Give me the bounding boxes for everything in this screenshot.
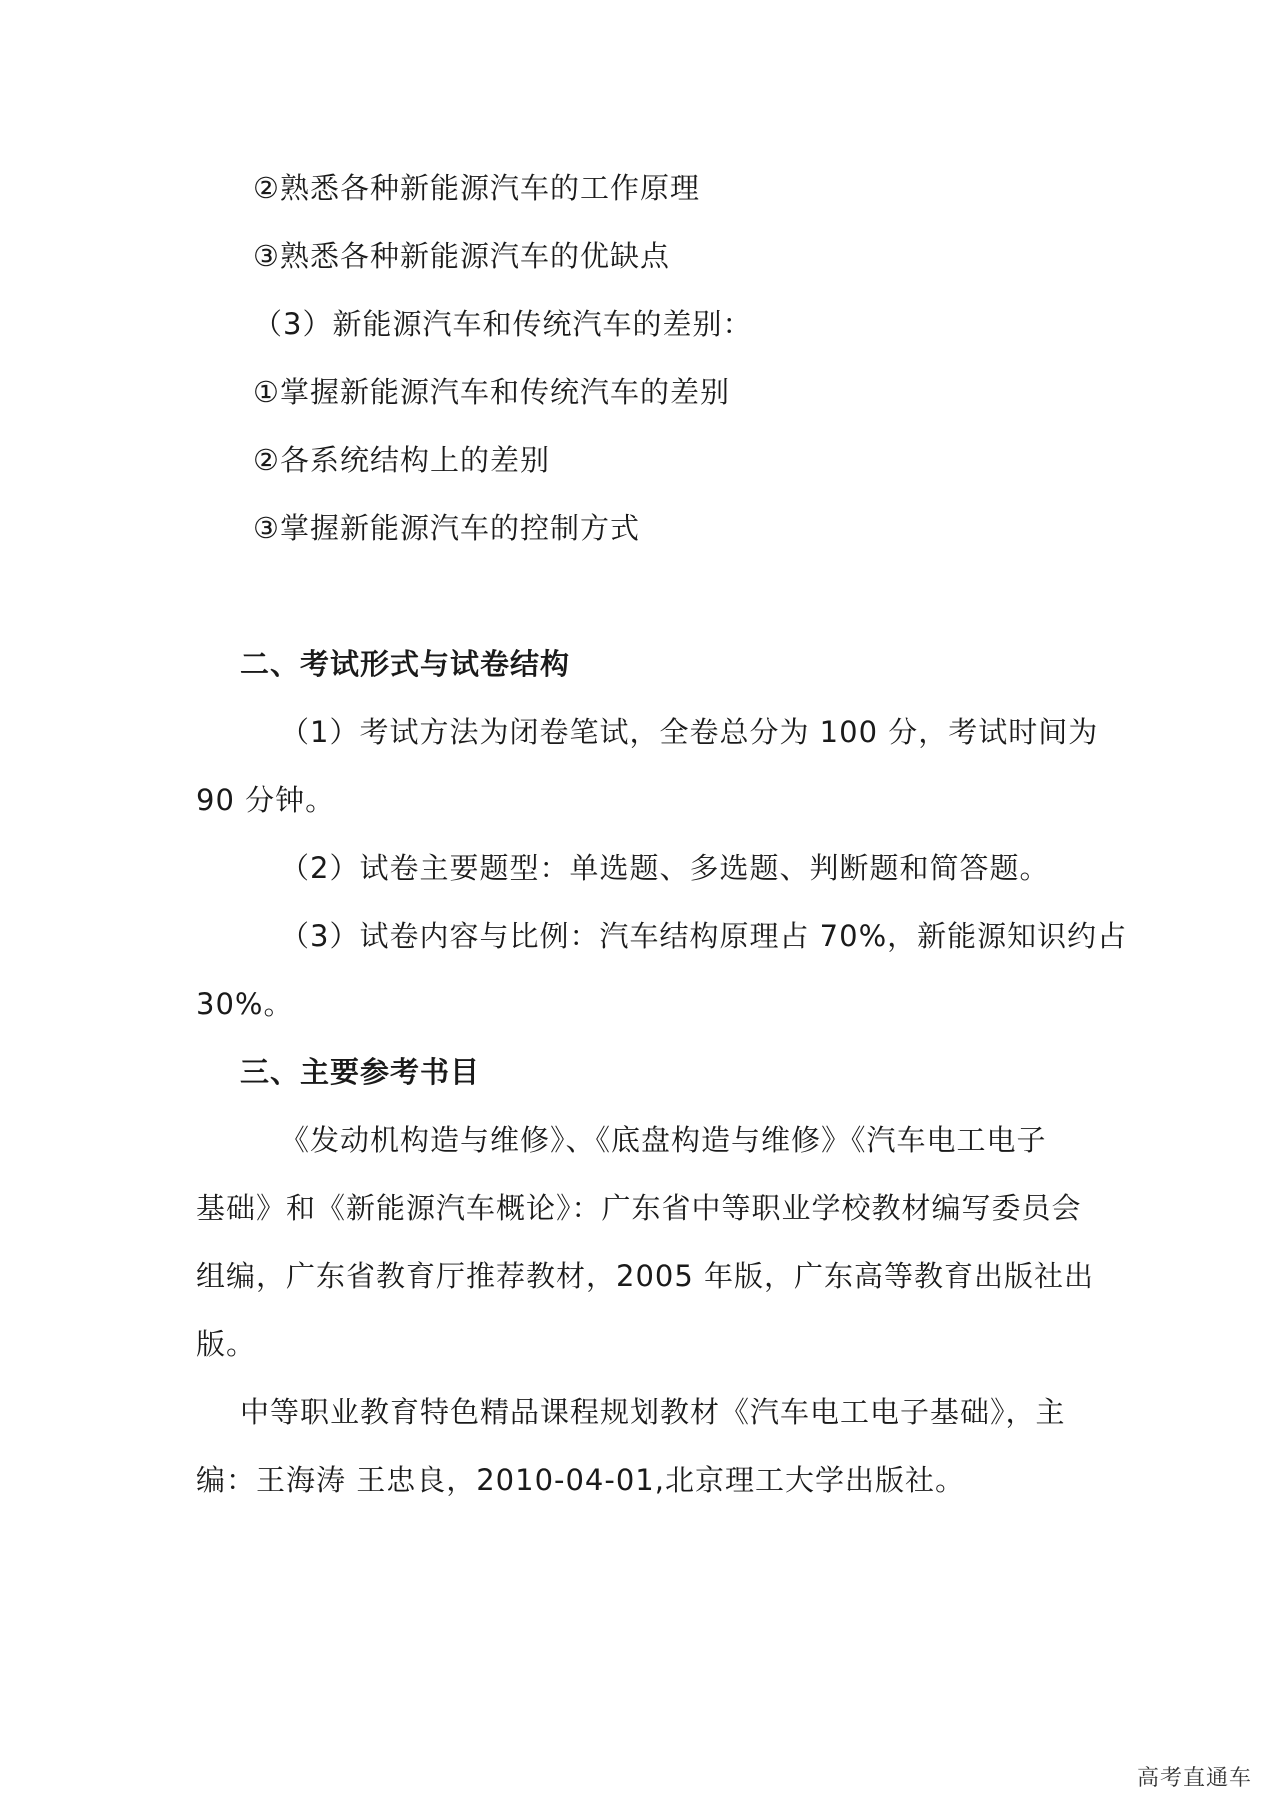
list-item-master-differences: ①掌握新能源汽车和传统汽车的差别 [253, 375, 730, 409]
reference1-line3: 组编，广东省教育厅推荐教材，2005 年版，广东高等教育出版社出 [196, 1259, 1095, 1293]
question-types: （2）试卷主要题型：单选题、多选题、判断题和简答题。 [280, 851, 1050, 885]
list-item-working-principle: ②熟悉各种新能源汽车的工作原理 [253, 171, 700, 205]
reference2-line2: 编：王海涛 王忠良，2010-04-01,北京理工大学出版社。 [196, 1463, 965, 1497]
list-item-control-method: ③掌握新能源汽车的控制方式 [253, 511, 640, 545]
reference1-line1: 《发动机构造与维修》、《底盘构造与维修》《汽车电工电子 [280, 1123, 1047, 1157]
reference1-line2: 基础》和《新能源汽车概论》：广东省中等职业学校教材编写委员会 [196, 1191, 1082, 1225]
section-heading-references: 三、主要参考书目 [240, 1055, 481, 1089]
list-item-pros-cons: ③熟悉各种新能源汽车的优缺点 [253, 239, 670, 273]
exam-method-line1: （1）考试方法为闭卷笔试，全卷总分为 100 分，考试时间为 [280, 715, 1099, 749]
list-item-system-structure: ②各系统结构上的差别 [253, 443, 550, 477]
content-ratio-line1: （3）试卷内容与比例：汽车结构原理占 70%，新能源知识约占 [280, 919, 1128, 953]
reference2-line1: 中等职业教育特色精品课程规划教材《汽车电工电子基础》，主 [240, 1395, 1066, 1429]
reference1-line4: 版。 [196, 1327, 257, 1361]
content-ratio-line2: 30%。 [196, 987, 294, 1021]
section-heading-exam-format: 二、考试形式与试卷结构 [240, 647, 571, 681]
exam-method-line2: 90 分钟。 [196, 783, 336, 817]
subsection-title-differences: （3）新能源汽车和传统汽车的差别： [253, 307, 753, 341]
watermark-logo: 高考直通车 [1136, 1766, 1252, 1791]
